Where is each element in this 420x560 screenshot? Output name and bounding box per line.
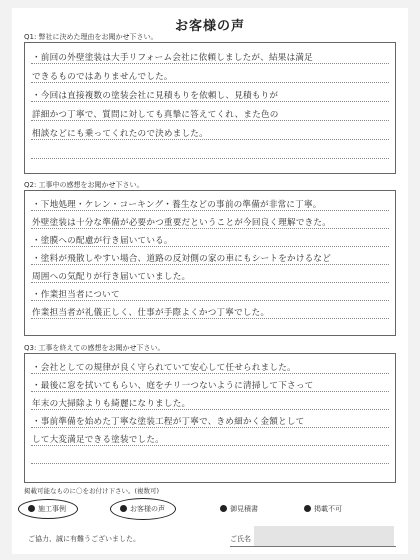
q3-answer-line: して大変満足できる塗装でした。: [32, 435, 164, 445]
rule-line: [31, 101, 389, 102]
rule-line: [31, 120, 389, 121]
option-label: 施工事例: [38, 505, 66, 513]
option-no-publish[interactable]: [304, 504, 342, 514]
q2-section: [24, 180, 396, 336]
q3-label: Q3: 工事を終えての感想をお聞かせ下さい。: [24, 344, 165, 352]
rule-line: [31, 391, 389, 392]
consent-question: 掲載可能なものに〇をお付け下さい。(複数可): [24, 487, 160, 495]
q1-answer-line: 詳細かつ丁寧で、質問に対しても真摯に答えてくれ、また色の: [32, 110, 279, 120]
q1-answer-line: ・前回の外壁塗装は大手リフォーム会社に依頼しましたが、結果は満足: [32, 53, 313, 63]
q2-answer-line: 周囲への気配りが行き届いていました。: [32, 272, 191, 282]
q2-answer-line: 外壁塗装は十分な準備が必要かつ重要だということが今回良く理解できた。: [32, 218, 331, 228]
q3-answer-box: [24, 353, 396, 483]
rule-line: [31, 445, 389, 446]
q1-section: [24, 32, 396, 174]
rule-line: [31, 427, 389, 428]
q2-label: Q2: 工事中の感想をお聞かせ下さい。: [24, 181, 144, 189]
radio-dot-icon: [304, 505, 311, 512]
q2-answer-line: ・塗料が飛散しやすい場合、道路の反対側の家の車にもシートをかけるなど: [32, 254, 331, 264]
q3-answer-line: ・最後に窓を拭いてもらい、庭をチリ一つないように清掃して下さって: [32, 381, 314, 391]
hand-drawn-circle-icon: [110, 498, 176, 520]
option-estimate[interactable]: [220, 504, 258, 514]
rule-line: [31, 409, 389, 410]
q3-section: [24, 343, 396, 483]
q1-label: Q1: 弊社に決めた理由をお聞かせ下さい。: [24, 33, 158, 41]
radio-dot-icon: [220, 505, 227, 512]
q2-answer-line: ・下地処理・ケレン・コーキング・養生などの事前の準備が非常に丁寧。: [32, 200, 322, 210]
q2-answer-box: [24, 190, 396, 336]
q2-answer-line: ・塗膜への配慮が行き届いている。: [32, 236, 173, 246]
redacted-name-block: [254, 526, 394, 546]
q3-answer-line: ・会社としての規律が良く守られていて安心して任せられました。: [32, 363, 296, 373]
option-label: お客様の声: [130, 505, 165, 513]
rule-line: [31, 318, 389, 319]
rule-line: [31, 63, 389, 64]
consent-section: [24, 486, 396, 550]
q2-answer-line: 作業担当者が礼儀正しく、仕事が手際よくかつ丁寧でした。: [32, 308, 270, 318]
thanks-text: ご協力、誠に有難うございました。: [28, 535, 140, 543]
page-title: お客様の声: [174, 19, 245, 34]
rule-line: [31, 82, 389, 83]
q2-answer-line: ・作業担当者について: [32, 290, 120, 300]
hand-drawn-circle-icon: [18, 499, 78, 519]
q3-answer-line: 年末の大掃除よりも綺麗になりました。: [32, 399, 191, 409]
rule-line: [31, 210, 389, 211]
q1-answer-line: できるものではありませんでした。: [32, 72, 173, 82]
q1-answer-line: 相談などにも乗ってくれたので決めました。: [32, 129, 208, 139]
rule-line: [31, 228, 389, 229]
option-label: 御見積書: [230, 505, 258, 513]
rule-line: [31, 373, 389, 374]
name-label: ご氏名: [230, 535, 251, 543]
rule-line: [31, 264, 389, 265]
rule-line: [31, 300, 389, 301]
rule-line: [31, 282, 389, 283]
survey-sheet: [12, 8, 408, 554]
rule-line: [31, 246, 389, 247]
q1-answer-line: ・今回は直接複数の塗装会社に見積もりを依頼し、見積もりが: [32, 91, 279, 101]
rule-line: [31, 158, 389, 159]
option-label: 掲載不可: [314, 505, 342, 513]
q3-answer-line: ・事前準備を始めた丁寧な塗装工程が丁寧で、きめ細かく金額として: [32, 417, 305, 427]
consent-options: [24, 500, 396, 520]
q1-answer-box: [24, 42, 396, 174]
rule-line: [31, 463, 389, 464]
rule-line: [31, 139, 389, 140]
name-underline: [230, 546, 396, 547]
